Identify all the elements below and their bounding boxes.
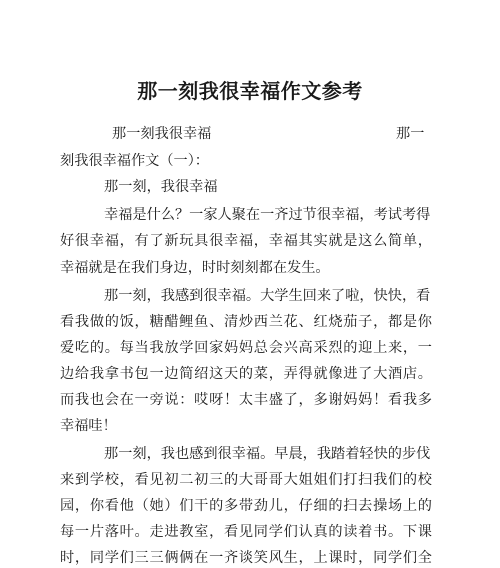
document-title: 那一刻我很幸福作文参考 xyxy=(137,79,363,103)
paragraph-line: 而我也会在一旁说：哎呀！太丰盛了，多谢妈妈！看我多 xyxy=(60,392,432,408)
paragraph-line: 边给我拿书包一边简绍这天的菜，弄得就像进了大酒店。 xyxy=(60,366,432,382)
paragraph-line: 刻我很幸福作文（一）： xyxy=(60,153,209,169)
paragraph-line: 幸福是什么？一家人聚在一齐过节很幸福，考试考得 xyxy=(104,207,431,223)
paragraph-line: 那一刻，我很幸福 xyxy=(104,179,218,195)
paragraph-line: 幸福就是在我们身边，时时刻刻都在发生。 xyxy=(60,260,330,276)
paragraph-line: 那一刻，我也感到很幸福。早晨，我踏着轻快的步伐 xyxy=(104,446,431,462)
paragraph-line: 来到学校，看见初二初三的大哥哥大姐姐们打扫我们的校 xyxy=(60,472,432,488)
paragraph-line: 园，你看他（她）们干的多带劲儿，仔细的扫去操场上的 xyxy=(60,498,432,514)
paragraph-line: 那一刻，我感到很幸福。大学生回来了啦，快快，看 xyxy=(104,288,431,304)
paragraph-line: 爱吃的。每当我放学回家妈妈总会兴高采烈的迎上来，一 xyxy=(60,340,432,356)
paragraph-line: 好很幸福，有了新玩具很幸福，幸福其实就是这么简单， xyxy=(60,233,432,249)
paragraph-line: 那一刻我很幸福 xyxy=(112,126,212,142)
paragraph-line: 时，同学们三三俩俩在一齐谈笑风生，上课时，同学们全 xyxy=(60,550,432,566)
paragraph-line: 每一片落叶。走进教室，看见同学们认真的读着书。下课 xyxy=(60,524,432,540)
paragraph-line: 看我做的饭，糖醋鲤鱼、清炒西兰花、红烧茄子，都是你 xyxy=(60,314,432,330)
paragraph-line: 幸福哇！ xyxy=(60,418,117,434)
paragraph-line: 那一 xyxy=(396,126,425,142)
